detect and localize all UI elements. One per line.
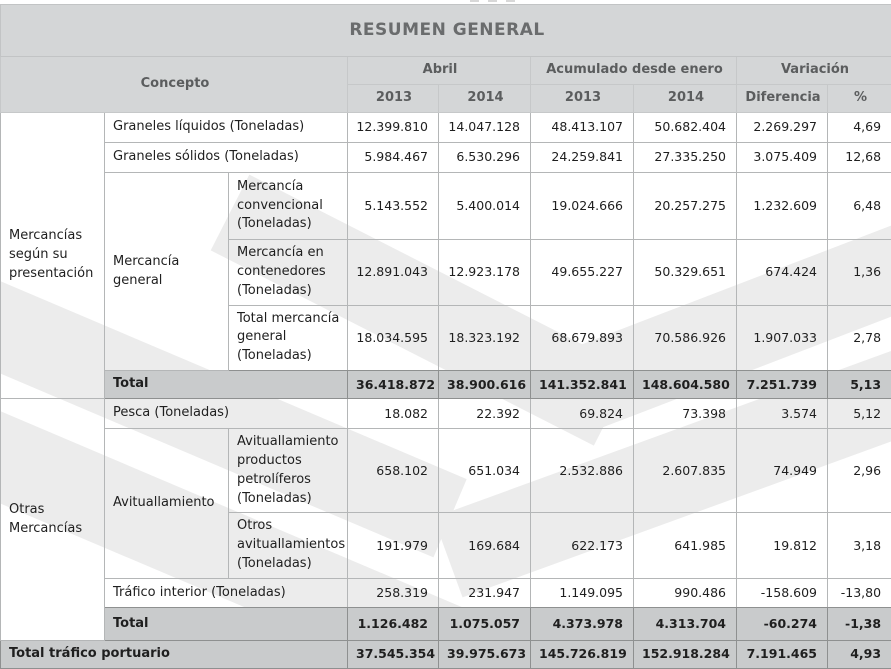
header-col-2014: 2014 <box>634 85 737 113</box>
value-cell: 5.984.467 <box>348 143 439 173</box>
row-label: Total tráfico portuario <box>1 640 348 668</box>
value-cell: 4.313.704 <box>634 607 737 640</box>
value-cell: 6.530.296 <box>439 143 531 173</box>
row-label: Graneles sólidos (Toneladas) <box>105 143 348 173</box>
value-cell: 12,68 <box>828 143 891 173</box>
value-cell: 7.191.465 <box>737 640 828 668</box>
cropped-text-fragment <box>470 0 550 3</box>
total-row <box>1 607 891 640</box>
total-row <box>1 371 891 399</box>
header-row <box>1 57 891 85</box>
value-cell: 651.034 <box>439 429 531 513</box>
value-cell: 622.173 <box>531 513 634 579</box>
value-cell: 658.102 <box>348 429 439 513</box>
value-cell: 5,13 <box>828 371 891 399</box>
header-col-diferencia: Diferencia <box>737 85 828 113</box>
sub-group-label: Mercancía general <box>105 173 229 371</box>
value-cell: 39.975.673 <box>439 640 531 668</box>
header-col-2014: 2014 <box>439 85 531 113</box>
grand-total-row <box>1 640 891 668</box>
row-label: Avituallamiento productos petrolíferos (Toneladas) <box>229 429 348 513</box>
value-cell: -158.609 <box>737 578 828 607</box>
value-cell: 12.891.043 <box>348 240 439 306</box>
value-cell: 70.586.926 <box>634 305 737 371</box>
value-cell: 14.047.128 <box>439 113 531 143</box>
value-cell: 73.398 <box>634 399 737 429</box>
value-cell: 12.923.178 <box>439 240 531 306</box>
value-cell: 18.323.192 <box>439 305 531 371</box>
value-cell: 36.418.872 <box>348 371 439 399</box>
value-cell: 24.259.841 <box>531 143 634 173</box>
value-cell: 12.399.810 <box>348 113 439 143</box>
value-cell: 258.319 <box>348 578 439 607</box>
row-group-label: Mercancías según su presentación <box>1 113 105 399</box>
value-cell: 38.900.616 <box>439 371 531 399</box>
table-row <box>1 173 891 240</box>
value-cell: 49.655.227 <box>531 240 634 306</box>
table-row <box>1 113 891 143</box>
value-cell: -13,80 <box>828 578 891 607</box>
row-label: Graneles líquidos (Toneladas) <box>105 113 348 143</box>
value-cell: 5.400.014 <box>439 173 531 240</box>
value-cell: 20.257.275 <box>634 173 737 240</box>
value-cell: 2,96 <box>828 429 891 513</box>
value-cell: 5.143.552 <box>348 173 439 240</box>
table-row <box>1 429 891 513</box>
value-cell: 3,18 <box>828 513 891 579</box>
row-label: Mercancía convencional (Toneladas) <box>229 173 348 240</box>
value-cell: 50.682.404 <box>634 113 737 143</box>
value-cell: 50.329.651 <box>634 240 737 306</box>
sub-group-label: Avituallamiento <box>105 429 229 579</box>
value-cell: 2.269.297 <box>737 113 828 143</box>
value-cell: 37.545.354 <box>348 640 439 668</box>
value-cell: 1.907.033 <box>737 305 828 371</box>
value-cell: 3.075.409 <box>737 143 828 173</box>
value-cell: 69.824 <box>531 399 634 429</box>
value-cell: 2.532.886 <box>531 429 634 513</box>
value-cell: 18.082 <box>348 399 439 429</box>
table-row <box>1 399 891 429</box>
row-label: Pesca (Toneladas) <box>105 399 348 429</box>
value-cell: 2,78 <box>828 305 891 371</box>
value-cell: 18.034.595 <box>348 305 439 371</box>
value-cell: 641.985 <box>634 513 737 579</box>
value-cell: -1,38 <box>828 607 891 640</box>
header-variacion: Variación <box>737 57 891 85</box>
table-row <box>1 143 891 173</box>
row-label: Tráfico interior (Toneladas) <box>105 578 348 607</box>
row-label: Total <box>105 607 348 640</box>
resumen-general-table <box>0 4 891 669</box>
value-cell: 48.413.107 <box>531 113 634 143</box>
header-abril: Abril <box>348 57 531 85</box>
value-cell: 3.574 <box>737 399 828 429</box>
table-row <box>1 578 891 607</box>
value-cell: 1.075.057 <box>439 607 531 640</box>
value-cell: 2.607.835 <box>634 429 737 513</box>
row-label: Total <box>105 371 348 399</box>
value-cell: 152.918.284 <box>634 640 737 668</box>
value-cell: 7.251.739 <box>737 371 828 399</box>
value-cell: 68.679.893 <box>531 305 634 371</box>
value-cell: 19.812 <box>737 513 828 579</box>
value-cell: 990.486 <box>634 578 737 607</box>
table-title: RESUMEN GENERAL <box>1 5 891 57</box>
value-cell: 4.373.978 <box>531 607 634 640</box>
header-col-2013: 2013 <box>531 85 634 113</box>
value-cell: 1,36 <box>828 240 891 306</box>
value-cell: 22.392 <box>439 399 531 429</box>
value-cell: 674.424 <box>737 240 828 306</box>
value-cell: 4,69 <box>828 113 891 143</box>
value-cell: -60.274 <box>737 607 828 640</box>
value-cell: 1.232.609 <box>737 173 828 240</box>
value-cell: 27.335.250 <box>634 143 737 173</box>
value-cell: 145.726.819 <box>531 640 634 668</box>
value-cell: 148.604.580 <box>634 371 737 399</box>
value-cell: 6,48 <box>828 173 891 240</box>
row-group-label: Otras Mercancías <box>1 399 105 641</box>
value-cell: 1.126.482 <box>348 607 439 640</box>
value-cell: 5,12 <box>828 399 891 429</box>
value-cell: 19.024.666 <box>531 173 634 240</box>
value-cell: 169.684 <box>439 513 531 579</box>
row-label: Mercancía en contenedores (Toneladas) <box>229 240 348 306</box>
header-concepto: Concepto <box>1 57 348 113</box>
header-col-2013: 2013 <box>348 85 439 113</box>
value-cell: 191.979 <box>348 513 439 579</box>
table-row <box>1 5 891 57</box>
value-cell: 4,93 <box>828 640 891 668</box>
value-cell: 1.149.095 <box>531 578 634 607</box>
value-cell: 231.947 <box>439 578 531 607</box>
value-cell: 74.949 <box>737 429 828 513</box>
row-label: Total mercancía general (Toneladas) <box>229 305 348 371</box>
value-cell: 141.352.841 <box>531 371 634 399</box>
header-col-pct: % <box>828 85 891 113</box>
row-label: Otros avituallamientos (Toneladas) <box>229 513 348 579</box>
header-acumulado: Acumulado desde enero <box>531 57 737 85</box>
